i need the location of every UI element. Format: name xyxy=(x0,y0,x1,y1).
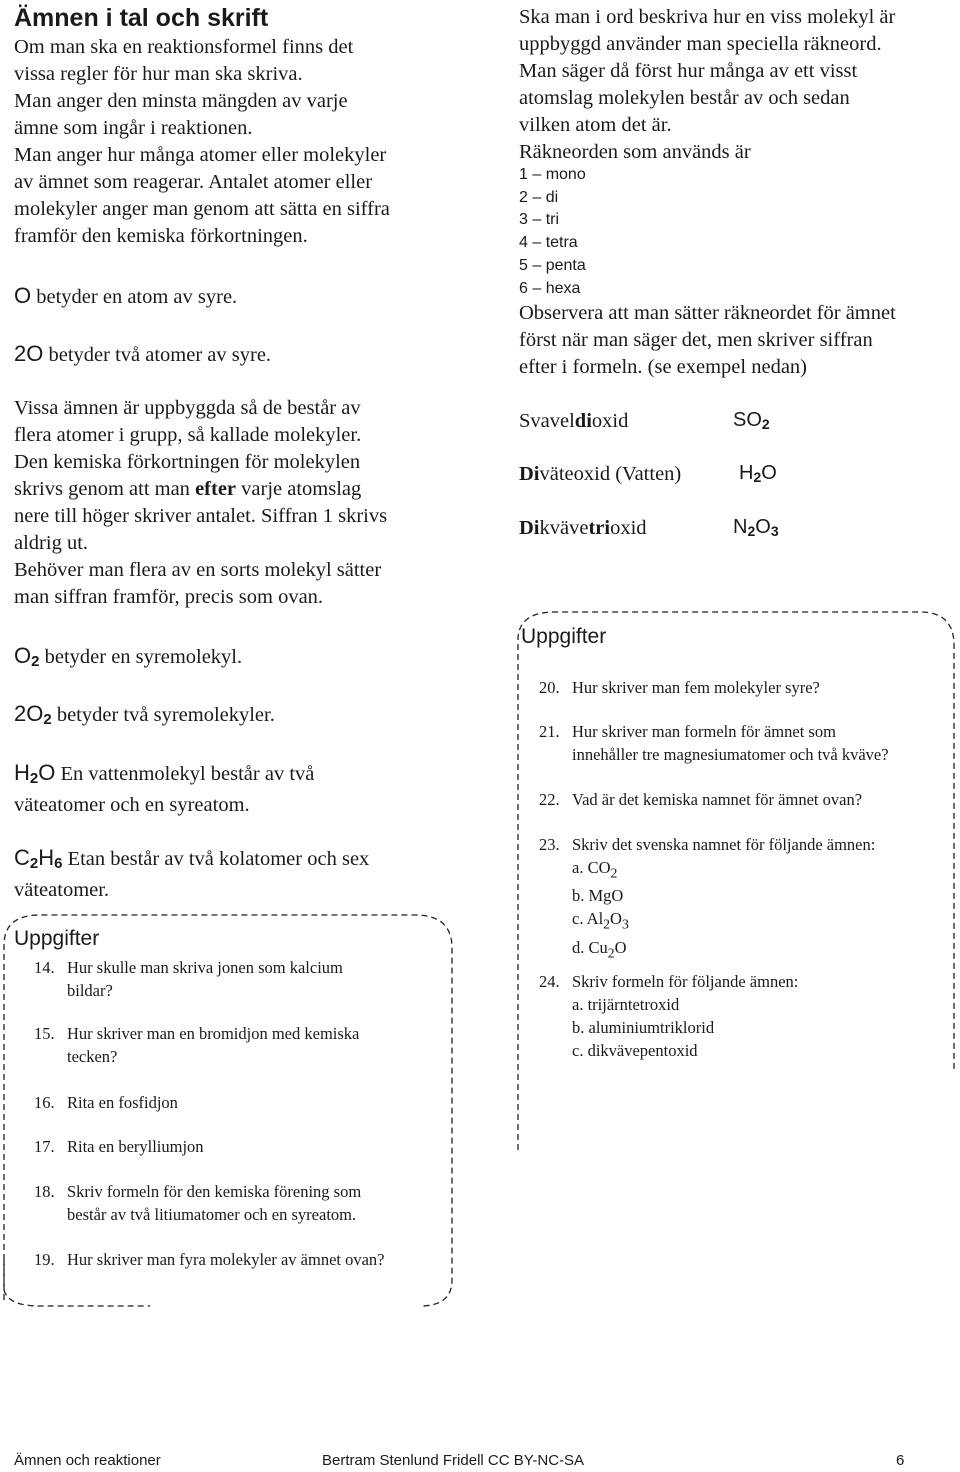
name-part: väteoxid (Vatten) xyxy=(539,463,682,485)
task-subitem: c. dikvävepentoxid xyxy=(572,1041,698,1060)
intro-line: vilken atom det är. xyxy=(519,114,672,136)
intro-paragraph xyxy=(14,34,454,250)
formula-subscript: 3 xyxy=(770,523,779,539)
task-subitem xyxy=(572,856,960,884)
task-text: Hur skriver man en bromidjon med kemiska xyxy=(67,1024,360,1043)
example-h2o xyxy=(14,759,454,819)
right-tasks-title: Uppgifter xyxy=(521,625,607,648)
formula-subscript: 2 xyxy=(607,944,615,960)
numeral-list xyxy=(519,164,586,300)
example-formula-h2o xyxy=(739,462,777,485)
example-name-sulfur-dioxide xyxy=(519,408,628,435)
task-number: 22. xyxy=(539,790,560,809)
numeral-item: 6 – hexa xyxy=(519,279,581,297)
example-2o2 xyxy=(14,700,275,733)
text-run: skrivs genom att man xyxy=(14,478,196,500)
intro-line: Ska man i ord beskriva hur en viss molekyl är xyxy=(519,6,896,28)
formula-part: 2O xyxy=(14,701,44,726)
task-text: innehåller tre magnesiumatomer och två kväve? xyxy=(572,745,889,764)
name-part: kväve xyxy=(539,517,589,539)
example-text: väteatomer och en syreatom. xyxy=(14,794,250,816)
task-number: 14. xyxy=(34,958,55,977)
task-number: 23. xyxy=(539,835,560,854)
task-number: 16. xyxy=(34,1093,55,1112)
intro-line: Man anger den minsta mängden av varje xyxy=(14,90,348,112)
formula-part: H xyxy=(14,760,30,785)
task-number: 15. xyxy=(34,1024,55,1043)
formula-part: O xyxy=(761,462,777,484)
footer-page-number: 6 xyxy=(896,1452,905,1469)
numeral-item: 1 – mono xyxy=(519,166,586,183)
page-title: Ämnen i tal och skrift xyxy=(14,4,269,32)
name-prefix: Di xyxy=(519,463,540,485)
formula-part: H xyxy=(739,462,754,484)
formula-subscript: 2 xyxy=(43,711,52,728)
example-formula-so2 xyxy=(733,409,770,432)
name-prefix: tri xyxy=(588,517,611,539)
formula xyxy=(14,760,55,785)
intro-line: av ämnet som reagerar. Antalet atomer eller xyxy=(14,171,373,193)
paragraph-line: man siffran framför, precis som ovan. xyxy=(14,586,324,608)
numeral-note xyxy=(519,300,954,381)
formula xyxy=(14,701,52,726)
formula-part: a. CO xyxy=(572,858,611,877)
formula-subscript: 2 xyxy=(29,855,39,872)
formula-subscript: 6 xyxy=(54,855,63,872)
formula-part: O xyxy=(38,760,56,785)
name-part: oxid xyxy=(591,410,629,432)
task-text: Skriv formeln för följande ämnen: xyxy=(572,972,799,991)
intro-line: Räkneorden som används är xyxy=(519,141,751,163)
task-text: bildar? xyxy=(67,981,113,1000)
example-c2h6 xyxy=(14,844,454,904)
name-prefix: di xyxy=(574,410,592,432)
text-run: varje atomslag xyxy=(236,478,362,500)
task-number: 18. xyxy=(34,1182,55,1201)
intro-line: Man säger då först hur många av ett visst xyxy=(519,60,858,82)
formula-subscript: 2 xyxy=(761,416,770,432)
paragraph-line: Vissa ämnen är uppbyggda så de består av xyxy=(14,397,361,419)
task-text: Skriv formeln för den kemiska förening som xyxy=(67,1182,362,1201)
formula xyxy=(14,845,62,870)
task-text: tecken? xyxy=(67,1047,118,1066)
formula-part: O xyxy=(614,937,627,957)
example-line xyxy=(14,844,454,877)
task-number: 21. xyxy=(539,722,560,741)
example-text: betyder en syremolekyl. xyxy=(44,646,243,668)
emphasis-text: efter xyxy=(195,478,237,500)
task-text: Skriv det svenska namnet för följande ämnen: xyxy=(572,835,876,854)
formula-subscript: 2 xyxy=(31,653,40,670)
example-name-water xyxy=(519,461,681,488)
formula-part: C xyxy=(14,845,30,870)
numeral-item: 3 – tri xyxy=(519,211,560,229)
intro-line: framför den kemiska förkortningen. xyxy=(14,225,308,247)
left-tasks-title: Uppgifter xyxy=(14,927,100,950)
name-part: Svavel xyxy=(519,410,575,432)
example-o xyxy=(14,282,237,311)
formula-part: b. MgO xyxy=(572,886,624,906)
formula-part: SO xyxy=(733,409,762,431)
numeral-intro xyxy=(519,4,954,166)
numeral-item: 2 – di xyxy=(519,188,559,206)
task-text: består av två litiumatomer och en syreatom. xyxy=(67,1205,357,1224)
intro-line: uppbyggd använder man speciella räkneord. xyxy=(519,33,882,55)
formula-subscript: 2 xyxy=(29,770,39,787)
formula-subscript: 2 xyxy=(610,865,618,881)
intro-line: Om man ska en reaktionsformel finns det xyxy=(14,36,354,58)
example-line xyxy=(14,759,454,792)
formula-part: d. Cu xyxy=(572,937,608,957)
task-subitem: b. aluminiumtriklorid xyxy=(572,1018,715,1037)
example-2o xyxy=(14,340,271,369)
intro-line: vissa regler för hur man ska skriva. xyxy=(14,63,303,85)
note-line: först när man säger det, men skriver siffran xyxy=(519,329,873,351)
intro-line: molekyler anger man genom att sätta en siffra xyxy=(14,198,390,220)
numeral-item: 5 – penta xyxy=(519,256,586,274)
example-text: En vattenmolekyl består av två xyxy=(60,763,315,785)
formula-subscript: 2 xyxy=(747,523,756,539)
formula xyxy=(14,643,39,668)
note-line: Observera att man sätter räkneordet för ämnet xyxy=(519,302,896,324)
formula: 2O xyxy=(14,341,44,366)
paragraph-line: Behöver man flera av en sorts molekyl sätter xyxy=(14,559,382,581)
name-prefix: Di xyxy=(519,517,540,539)
note-line: efter i formeln. (se exempel nedan) xyxy=(519,356,808,378)
name-part: oxid xyxy=(610,517,647,539)
formula-subscript: 3 xyxy=(621,916,629,932)
intro-line: ämne som ingår i reaktionen. xyxy=(14,117,253,139)
formula-part: O xyxy=(14,643,32,668)
task-number: 24. xyxy=(539,972,560,991)
footer-license: Bertram Stenlund Fridell CC BY-NC-SA xyxy=(322,1452,585,1469)
task-text: Vad är det kemiska namnet för ämnet ovan? xyxy=(572,790,863,809)
task-text: Hur skulle man skriva jonen som kalcium xyxy=(67,958,343,977)
task-text: Hur skriver man formeln för ämnet som xyxy=(572,722,836,741)
molecule-paragraph xyxy=(14,395,454,611)
formula-part: c. Al xyxy=(572,909,604,929)
task-text: Hur skriver man fem molekyler syre? xyxy=(572,678,820,697)
formula: O xyxy=(14,283,32,308)
example-text: betyder två syremolekyler. xyxy=(56,704,275,726)
task-subitem xyxy=(572,907,960,935)
task-text: Rita en fosfidjon xyxy=(67,1093,178,1112)
formula-part: N xyxy=(733,516,748,538)
paragraph-line: nere till höger skriver antalet. Siffran 1 skrivs xyxy=(14,505,388,527)
paragraph-line: flera atomer i grupp, så kallade molekyler. xyxy=(14,424,362,446)
formula-part: H xyxy=(38,845,55,870)
formula-subscript: 2 xyxy=(753,469,762,485)
intro-line: Man anger hur många atomer eller molekyler xyxy=(14,144,387,166)
example-name-dinitrogen-trioxide xyxy=(519,515,647,542)
formula-part: O xyxy=(755,516,771,538)
numeral-item: 4 – tetra xyxy=(519,234,578,252)
paragraph-line xyxy=(14,476,454,503)
task-number: 19. xyxy=(34,1250,55,1269)
example-text: Etan består av två kolatomer och sex xyxy=(67,848,370,870)
formula-part: O xyxy=(610,909,622,929)
intro-line: atomslag molekylen består av och sedan xyxy=(519,87,850,109)
example-text: väteatomer. xyxy=(14,879,110,901)
example-text: betyder två atomer av syre. xyxy=(48,344,272,366)
task-subitem: a. trijärntetroxid xyxy=(572,995,680,1014)
task-subitem xyxy=(572,884,960,907)
example-o2 xyxy=(14,642,242,675)
footer-section-title: Ämnen och reaktioner xyxy=(14,1452,161,1469)
task-text: Rita en berylliumjon xyxy=(67,1137,204,1156)
task-number: 17. xyxy=(34,1137,55,1156)
task-number: 20. xyxy=(539,678,560,697)
formula-subscript: 2 xyxy=(603,916,611,932)
task-subitem xyxy=(572,936,960,964)
task-text: Hur skriver man fyra molekyler av ämnet ovan? xyxy=(67,1250,385,1269)
paragraph-line: Den kemiska förkortningen för molekylen xyxy=(14,451,361,473)
paragraph-line: aldrig ut. xyxy=(14,532,89,554)
example-text: betyder en atom av syre. xyxy=(36,286,238,308)
example-formula-n2o3 xyxy=(733,516,779,539)
